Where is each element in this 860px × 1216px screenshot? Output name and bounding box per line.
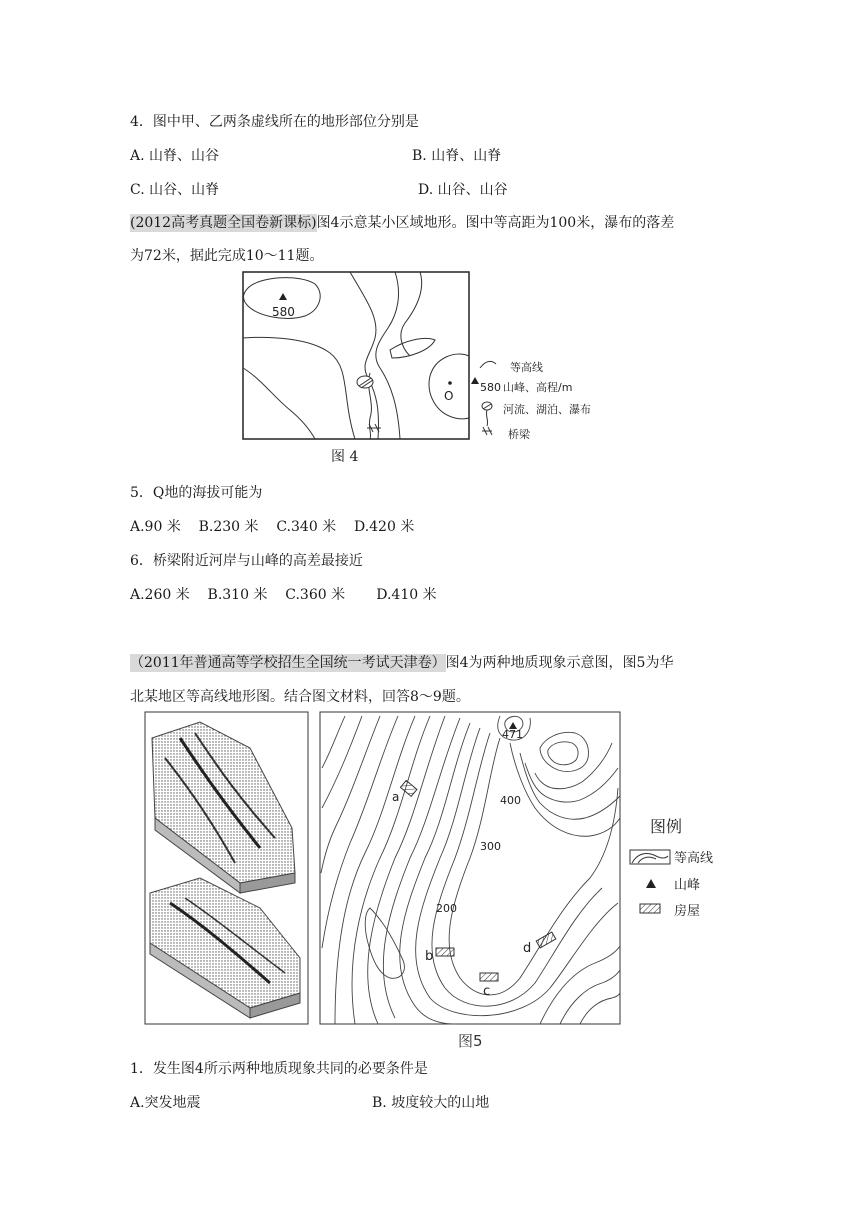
legend-bridge-label: 桥梁 xyxy=(508,428,530,441)
legend-contour-icon xyxy=(630,850,670,864)
source-tag-2011: （2011年普通高等学校招生全国统一考试天津卷） xyxy=(130,655,446,671)
peak-icon xyxy=(279,293,287,300)
legend-water-label: 河流、湖泊、瀑布 xyxy=(503,403,591,416)
intro-2012-line1: 图4示意某小区域地形。图中等高距为100米，瀑布的落差 xyxy=(316,215,675,231)
figure-5-legend-title: 图例 xyxy=(650,817,683,836)
intro-2011-line1: 图4为两种地质现象示意图，图5为华 xyxy=(445,655,674,671)
figure-5-legend-peak-icon xyxy=(646,879,656,888)
contour-300-label: 300 xyxy=(480,840,501,853)
q4-option-a: A. 山脊、山谷 xyxy=(130,148,220,164)
figure-5-legend-peak-label: 山峰 xyxy=(674,878,701,893)
q5-stem: 5．Q地的海拔可能为 xyxy=(130,485,263,501)
legend-peak-label: 山峰、高程/m xyxy=(503,381,573,394)
figure-5-legend-house-icon xyxy=(640,904,660,913)
figure-5-legend-house-label: 房屋 xyxy=(674,904,701,919)
q1-option-a: A.突发地震 xyxy=(130,1095,201,1111)
intro-2011-line2: 北某地区等高线地形图。结合图文材料，回答8～9题。 xyxy=(130,689,470,705)
contour-200-label: 200 xyxy=(436,902,457,915)
source-tag-2012: (2012高考真题全国卷新课标) xyxy=(130,215,317,231)
house-b-label: b xyxy=(425,949,434,964)
figure-5-peak-label: 471 xyxy=(502,728,523,741)
figure-4-5-panel xyxy=(140,708,740,1028)
legend-contour-symbol xyxy=(480,361,496,368)
mudflow-block-diagram xyxy=(150,878,300,1018)
house-c-label: c xyxy=(483,984,491,999)
figure-5-legend-contour-label: 等高线 xyxy=(674,851,714,866)
q1-option-b: B. 坡度较大的山地 xyxy=(372,1095,490,1111)
source-2012-line xyxy=(130,214,674,232)
q4-option-b: B. 山脊、山脊 xyxy=(412,148,502,164)
landslide-block-diagram xyxy=(152,722,295,893)
contour-400-label: 400 xyxy=(500,794,521,807)
legend-peak-icon xyxy=(471,377,479,384)
figure-5-caption: 图5 xyxy=(458,1032,483,1050)
q4-option-c: C. 山谷、山脊 xyxy=(130,182,220,198)
figure-4-contour-map xyxy=(230,268,610,444)
house-d-label: d xyxy=(523,941,532,956)
intro-2012-line2: 为72米，据此完成10～11题。 xyxy=(130,248,324,264)
house-b-icon xyxy=(436,948,454,956)
q6-options: A.260 米 B.310 米 C.360 米 D.410 米 xyxy=(130,587,437,603)
q1-stem: 1．发生图4所示两种地质现象共同的必要条件是 xyxy=(130,1061,428,1077)
figure-4-caption: 图 4 xyxy=(331,449,359,465)
house-a-label: a xyxy=(392,790,400,804)
point-o-label: O xyxy=(444,389,454,403)
legend-peak-value: 580 xyxy=(480,381,501,394)
house-c-icon xyxy=(480,973,498,981)
source-2011-line xyxy=(130,654,673,672)
legend-contour-label: 等高线 xyxy=(510,361,543,374)
q4-option-d: D. 山谷、山谷 xyxy=(418,182,508,198)
q6-stem: 6．桥梁附近河岸与山峰的高差最接近 xyxy=(130,553,363,569)
peak-elevation-label: 580 xyxy=(272,305,295,319)
q5-options: A.90 米 B.230 米 C.340 米 D.420 米 xyxy=(130,519,415,535)
q4-stem: 4．图中甲、乙两条虚线所在的地形部位分别是 xyxy=(130,114,419,130)
